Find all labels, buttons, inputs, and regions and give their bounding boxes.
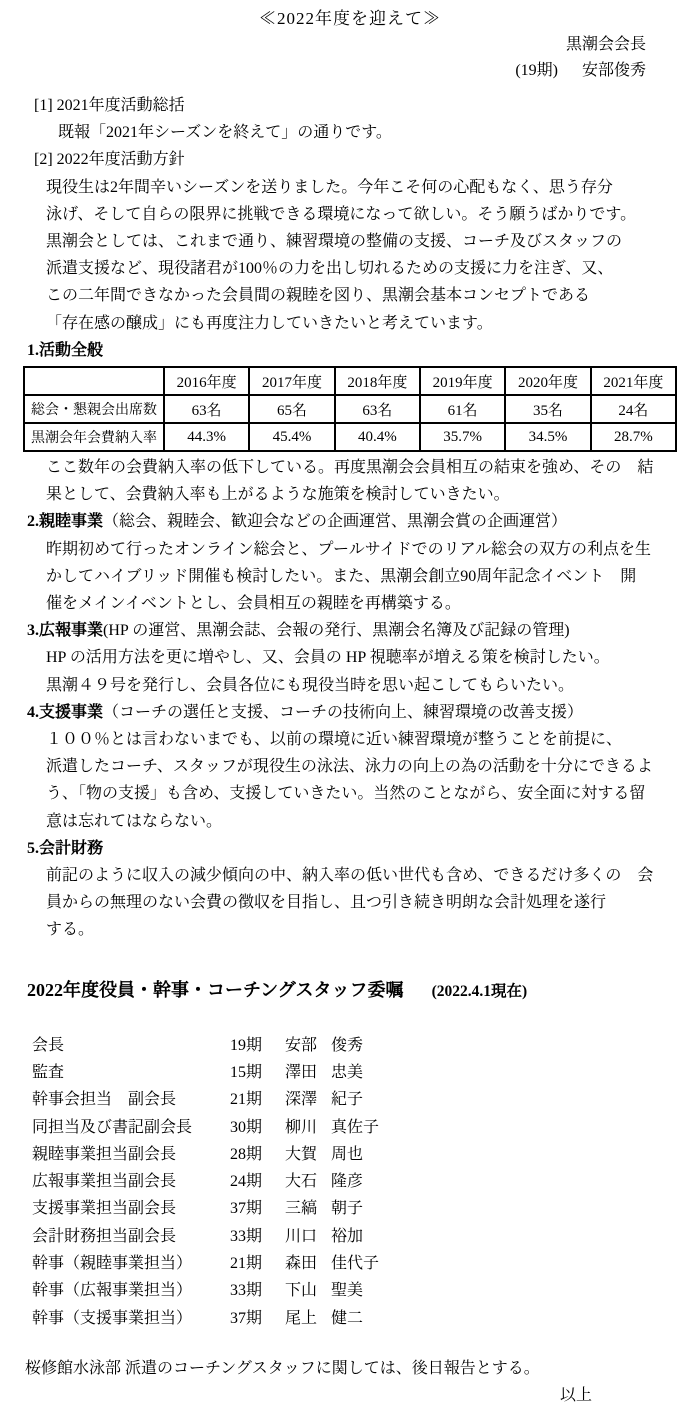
section-body-line: かしてハイブリッド開催も検討したい。また、黒潮会創立90周年記念イベント 開 — [46, 567, 637, 585]
table-header-cell: 2016年度 — [164, 367, 249, 395]
roster-row — [0, 1168, 700, 1195]
overview-section-2-label: [2] 2022年度活動方針 — [34, 151, 185, 169]
table-header-cell: 2018年度 — [335, 367, 420, 395]
roster-position: 幹事（広報事業担当） — [32, 1282, 193, 1300]
value-cell: 40.4% — [335, 423, 420, 451]
roster-last-name: 柳川 — [285, 1118, 318, 1136]
section-body-line: 派遣したコーチ、スタッフが現役生の泳法、泳力の向上の為の活動を十分にできるよ — [46, 758, 653, 776]
section-body-line: HP の活用方法を更に増やし、又、会員の HP 視聴率が増える策を検討したい。 — [46, 649, 610, 667]
roster-last-name: 尾上 — [285, 1309, 318, 1327]
paragraph-line: 現役生は2年間辛いシーズンを送りました。今年こそ何の心配もなく、思う存分 — [46, 178, 613, 196]
value-cell: 65名 — [249, 395, 334, 423]
table-row-attendance — [24, 395, 676, 423]
table-header-cell: 2017年度 — [249, 367, 334, 395]
roster-last-name: 森田 — [285, 1255, 318, 1273]
value-cell: 34.5% — [505, 423, 590, 451]
roster-last-name: 下山 — [285, 1282, 318, 1300]
roster-row — [0, 1305, 700, 1332]
roster-row — [0, 1250, 700, 1277]
roster-position: 監査 — [32, 1063, 65, 1081]
author-name: 安部俊秀 — [581, 62, 646, 79]
roster-last-name: 安部 — [285, 1036, 318, 1054]
value-cell: 44.3% — [164, 423, 249, 451]
section-body-line: 黒潮４９号を発行し、会員各位にも現役当時を思い起こしてもらいたい。 — [46, 676, 575, 694]
support-section-heading — [0, 699, 700, 726]
roster-last-name: 川口 — [285, 1227, 318, 1245]
overview-section-1-body: 既報「2021年シーズンを終えて」の通りです。 — [58, 124, 392, 142]
roster-first-name: 真佐子 — [331, 1118, 380, 1136]
roster-row — [0, 1277, 700, 1304]
roster-first-name: 佳代子 — [331, 1255, 380, 1273]
roster-row — [0, 1195, 700, 1222]
table-header-row — [24, 367, 676, 395]
roster-first-name: 隆彦 — [331, 1173, 364, 1191]
roster-position: 会長 — [32, 1036, 65, 1054]
value-cell: 63名 — [335, 395, 420, 423]
paragraph-line: 「存在感の醸成」にも再度注力していきたいと考えています。 — [46, 314, 493, 332]
friendship-section-heading — [0, 508, 700, 535]
value-cell: 28.7% — [591, 423, 676, 451]
roster-term: 28期 — [230, 1145, 263, 1163]
author-line — [0, 58, 700, 84]
section-body-line: 昨期初めて行ったオンライン総会と、プールサイドでのリアル総会の双方の利点を生 — [46, 540, 651, 558]
roster-position: 広報事業担当副会長 — [32, 1173, 177, 1191]
section-body-line: 果として、会費納入率も上がるような施策を検討していきたい。 — [46, 486, 510, 504]
roster-row — [0, 1141, 700, 1168]
paragraph-line: この二年間できなかった会員間の親睦を図り、黒潮会基本コンセプトである — [46, 287, 591, 305]
roster-term: 21期 — [230, 1255, 263, 1273]
roster-term: 24期 — [230, 1173, 263, 1191]
roster-position: 親睦事業担当副会長 — [32, 1145, 177, 1163]
page-title: ≪2022年度を迎えて≫ — [259, 9, 441, 28]
section-body-line: １００％とは言わないまでも、以前の環境に近い練習環境が整うことを前提に、 — [46, 731, 623, 749]
footer-note: 桜修館水泳部 派遣のコーチングスタッフに関しては、後日報告とする。 — [25, 1359, 540, 1377]
roster-first-name: 聖美 — [331, 1282, 364, 1300]
section-paren: （コーチの選任と支援、コーチの技術向上、練習環境の改善支援） — [103, 703, 584, 721]
section-paren: (HP の運営、黒潮会誌、会報の発行、黒潮会名簿及び記録の管理) — [103, 622, 570, 640]
roster-position: 同担当及び書記副会長 — [32, 1118, 193, 1136]
value-cell: 45.4% — [249, 423, 334, 451]
roster-row — [0, 1086, 700, 1113]
roster-last-name: 澤田 — [285, 1063, 318, 1081]
roster-term: 37期 — [230, 1200, 263, 1218]
author-org: 黒潮会会長 — [565, 36, 646, 53]
value-cell: 61名 — [420, 395, 505, 423]
section-body-line: する。 — [46, 921, 95, 939]
value-cell: 24名 — [591, 395, 676, 423]
roster-position: 会計財務担当副会長 — [32, 1227, 177, 1245]
roster-first-name: 裕加 — [331, 1227, 364, 1245]
roster-last-name: 三縞 — [285, 1200, 318, 1218]
value-cell: 35.7% — [420, 423, 505, 451]
roster-position: 幹事（支援事業担当） — [32, 1309, 193, 1327]
roster-position: 幹事（親睦事業担当） — [32, 1255, 193, 1273]
section-body-line: 員からの無理のない会費の徴収を目指し、且つ引き続き明朗な会計処理を遂行 — [46, 894, 607, 912]
section-body-line: 意は忘れてはならない。 — [46, 812, 223, 830]
roster-first-name: 紀子 — [331, 1091, 364, 1109]
roster-row — [0, 1059, 700, 1086]
pr-section-heading — [0, 617, 700, 644]
section-title: 5.会計財務 — [27, 839, 104, 857]
roster-position: 支援事業担当副会長 — [32, 1200, 177, 1218]
paragraph-line: 派遣支援など、現役諸君が100％の力を出し切れるための支援に力を注ぎ、又、 — [46, 260, 614, 278]
roster-row — [0, 1223, 700, 1250]
paragraph-line: 黒潮会としては、これまで通り、練習環境の整備の支援、コーチ及びスタッフの — [46, 233, 623, 251]
section-body-line: 前記のように収入の減少傾向の中、納入率の低い世代も含め、できるだけ多くの 会 — [46, 867, 654, 885]
roster-last-name: 深澤 — [285, 1091, 318, 1109]
roster-term: 37期 — [230, 1309, 263, 1327]
roster-first-name: 忠美 — [331, 1063, 364, 1081]
overview-section-1-label: [1] 2021年度活動総括 — [34, 97, 185, 114]
row-label: 総会・懇親会出席数 — [24, 395, 164, 423]
roster-last-name: 大賀 — [285, 1145, 318, 1163]
roster-heading — [0, 974, 700, 1008]
section-title: 4.支援事業 — [27, 703, 104, 721]
roster-term: 33期 — [230, 1282, 263, 1300]
section-body-line: ここ数年の会費納入率の低下している。再度黒潮会会員相互の結束を強め、その 結 — [46, 459, 654, 477]
roster-first-name: 周也 — [331, 1145, 364, 1163]
row-label: 黒潮会年会費納入率 — [24, 423, 164, 451]
roster-heading-title: 2022年度役員・幹事・コーチングスタッフ委嘱 — [27, 979, 404, 1000]
officer-roster — [0, 1032, 700, 1332]
roster-term: 33期 — [230, 1227, 263, 1245]
section-body-line: 催をメインイベントとし、会員相互の親睦を再構築する。 — [46, 595, 461, 613]
section-title: 3.広報事業 — [27, 622, 104, 640]
section-paren: （総会、親睦会、歓迎会などの企画運営、黒潮会賞の企画運営） — [103, 513, 568, 531]
roster-first-name: 健二 — [331, 1309, 364, 1327]
table-row-dues-rate — [24, 423, 676, 451]
roster-row — [0, 1032, 700, 1059]
paragraph-line: 泳げ、そして自らの限界に挑戦できる環境になって欲しい。そう願うばかりです。 — [46, 205, 637, 223]
author-term: (19期) — [515, 62, 558, 79]
table-header-cell: 2021年度 — [591, 367, 676, 395]
roster-date-note: (2022.4.1現在) — [431, 982, 528, 1000]
value-cell: 35名 — [505, 395, 590, 423]
attendance-stats-table — [23, 366, 677, 452]
closing-mark: 以上 — [559, 1387, 592, 1405]
section-body-line: う、「物の支援」も含め、支援していきたい。当然のことながら、安全面に対する留 — [46, 785, 646, 803]
roster-row — [0, 1114, 700, 1141]
roster-term: 21期 — [230, 1091, 263, 1109]
activity-section-heading — [0, 337, 700, 364]
section-title: 2.親睦事業 — [27, 513, 104, 531]
roster-term: 30期 — [230, 1118, 263, 1136]
accounting-section-heading — [0, 835, 700, 862]
roster-last-name: 大石 — [285, 1173, 318, 1191]
table-header-cell: 2020年度 — [505, 367, 590, 395]
roster-first-name: 俊秀 — [331, 1036, 364, 1054]
roster-term: 15期 — [230, 1063, 263, 1081]
table-header-cell: 2019年度 — [420, 367, 505, 395]
roster-position: 幹事会担当 副会長 — [32, 1091, 177, 1109]
roster-term: 19期 — [230, 1036, 263, 1054]
roster-first-name: 朝子 — [331, 1200, 364, 1218]
table-header-cell — [24, 367, 164, 395]
section-title: 1.活動全般 — [27, 341, 104, 359]
value-cell: 63名 — [164, 395, 249, 423]
